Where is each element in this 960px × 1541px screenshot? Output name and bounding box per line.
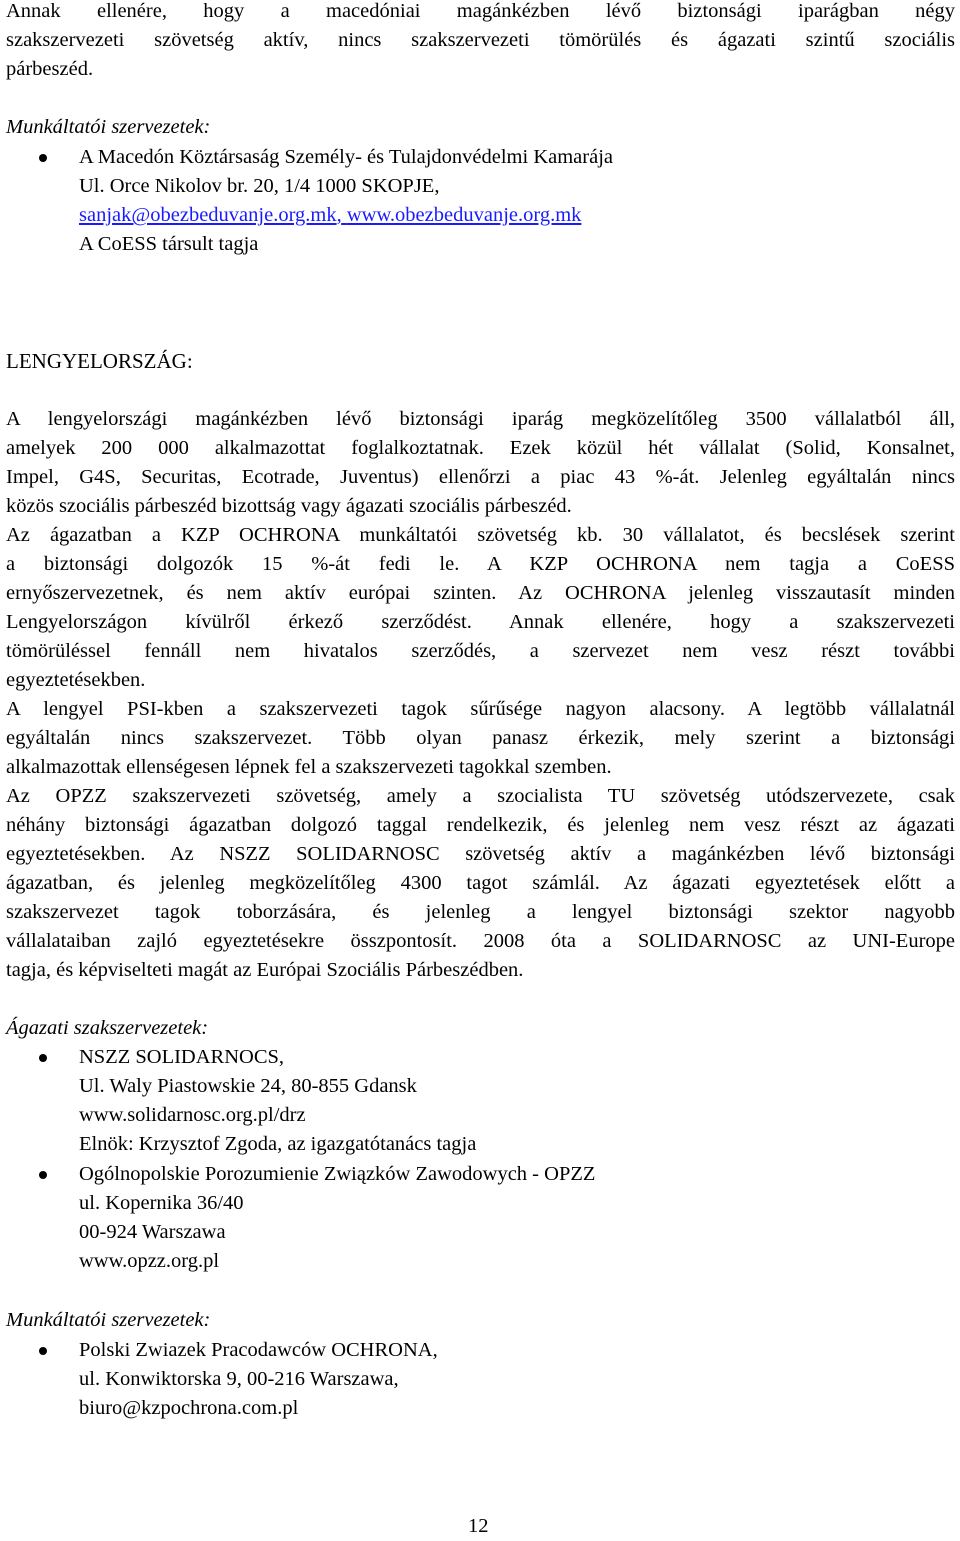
employer-email: biuro@kzpochrona.com.pl [79,1397,299,1419]
poland-paragraph-line: egyeztetésekben. [6,669,146,691]
poland-paragraph-line: a biztonsági dolgozók 15 %-át fedi le. A KZP OCHRONA nem tagja a CoESS [6,553,955,575]
poland-paragraph-line: A lengyel PSI-kben a szakszervezeti tagok sűrűsége nagyon alacsony. A legtöbb vállalatnál [6,698,955,720]
website-link-text: www.obezbeduvanje.org.mk [346,204,582,226]
poland-paragraph-line: Impel, G4S, Securitas, Ecotrade, Juventus) ellenőrzi a piac 43 %-át. Jelenleg egyáltalán nincs [6,466,955,488]
union-city: 00-924 Warszawa [79,1221,226,1243]
poland-paragraph-line: szakszervezet tagok toborzására, és jelenleg a lengyel biztonsági szektor nagyobb [6,901,955,923]
link-separator: , [336,204,342,226]
macedonia-chamber-address: Ul. Orce Nikolov br. 20, 1/4 1000 SKOPJE, [79,175,440,197]
poland-paragraph-line: alkalmazottak ellenségesen lépnek fel a szakszervezeti tagokkal szemben. [6,756,612,778]
macedonia-chamber-membership: A CoESS társult tagja [79,233,259,255]
union-address: Ul. Waly Piastowskie 24, 80-855 Gdansk [79,1075,417,1097]
intro-line: szakszervezeti szövetség aktív, nincs szakszervezeti tömörülés és ágazati szintű szociális [6,29,955,51]
bullet-icon [39,154,47,162]
page-number: 12 [468,1515,489,1537]
employer-name: Polski Zwiazek Pracodawców OCHRONA, [79,1339,438,1361]
poland-employers-heading: Munkáltatói szervezetek: [6,1309,211,1331]
website-link[interactable] [342,204,582,226]
union-website: www.solidarnosc.org.pl/drz [79,1104,306,1126]
poland-paragraph-line: tömörüléssel fennáll nem hivatalos szerződés, a szervezet nem vesz részt további [6,640,955,662]
union-name: NSZZ SOLIDARNOCS, [79,1046,285,1068]
poland-paragraph-line: amelyek 200 000 alkalmazottat foglalkoztatnak. Ezek közül hét vállalat (Solid, Konsalnet, [6,437,955,459]
union-name: Ogólnopolskie Porozumienie Związków Zawodowych - OPZZ [79,1163,596,1185]
section-title-poland: LENGYELORSZÁG: [6,349,193,373]
bullet-icon [39,1347,47,1355]
union-address: ul. Kopernika 36/40 [79,1192,244,1214]
poland-paragraph-line: tagja, és képviselteti magát az Európai Szociális Párbeszédben. [6,959,524,981]
poland-unions-heading: Ágazati szakszervezetek: [6,1017,209,1039]
poland-paragraph-line: A lengyelországi magánkézben lévő biztonsági iparág megközelítőleg 3500 vállalatból áll, [6,408,955,430]
macedonia-employers-heading: Munkáltatói szervezetek: [6,116,211,138]
bullet-icon [39,1171,47,1179]
intro-line: párbeszéd. [6,58,94,80]
email-link[interactable]: sanjak@obezbeduvanje.org.mk [79,204,337,226]
poland-paragraph-line: Lengyelországon kívülről érkező szerződést. Annak ellenére, hogy a szakszervezeti [6,611,955,633]
bullet-icon [39,1054,47,1062]
union-website: www.opzz.org.pl [79,1250,220,1272]
intro-line: Annak ellenére, hogy a macedóniai magánkézben lévő biztonsági iparágban négy [6,0,955,22]
poland-paragraph-line: Az OPZZ szakszervezeti szövetség, amely a szocialista TU szövetség utódszervezete, csak [6,785,955,807]
poland-paragraph-line: egyeztetésekben. Az NSZZ SOLIDARNOSC szövetség aktív a magánkézben lévő biztonsági [6,843,955,865]
macedonia-chamber-name: A Macedón Köztársaság Személy- és Tulajdonvédelmi Kamarája [79,146,613,168]
poland-paragraph-line: egyáltalán nincs szakszervezet. Több olyan panasz érkezik, mely szerint a biztonsági [6,727,955,749]
poland-paragraph-line: közös szociális párbeszéd bizottság vagy ágazati szociális párbeszéd. [6,495,572,517]
union-president: Elnök: Krzysztof Zgoda, az igazgatótanács tagja [79,1133,477,1155]
macedonia-chamber-contacts [79,201,581,230]
poland-paragraph-line: Az ágazatban a KZP OCHRONA munkáltatói szövetség kb. 30 vállalatot, és becslések szerint [6,524,955,546]
employer-address: ul. Konwiktorska 9, 00-216 Warszawa, [79,1368,399,1390]
poland-paragraph-line: ágazatban, és jelenleg megközelítőleg 4300 tagot számlál. Az ágazati egyeztetések előtt a [6,872,955,894]
poland-paragraph-line: ernyőszervezetnek, és nem aktív európai szinten. Az OCHRONA jelenleg visszautasít minden [6,582,955,604]
poland-paragraph-line: vállalataiban zajló egyeztetésekre összpontosít. 2008 óta a SOLIDARNOSC az UNI-Europe [6,930,955,952]
poland-paragraph-line: néhány biztonsági ágazatban dolgozó taggal rendelkezik, és jelenleg nem vesz részt az ágazati [6,814,955,836]
